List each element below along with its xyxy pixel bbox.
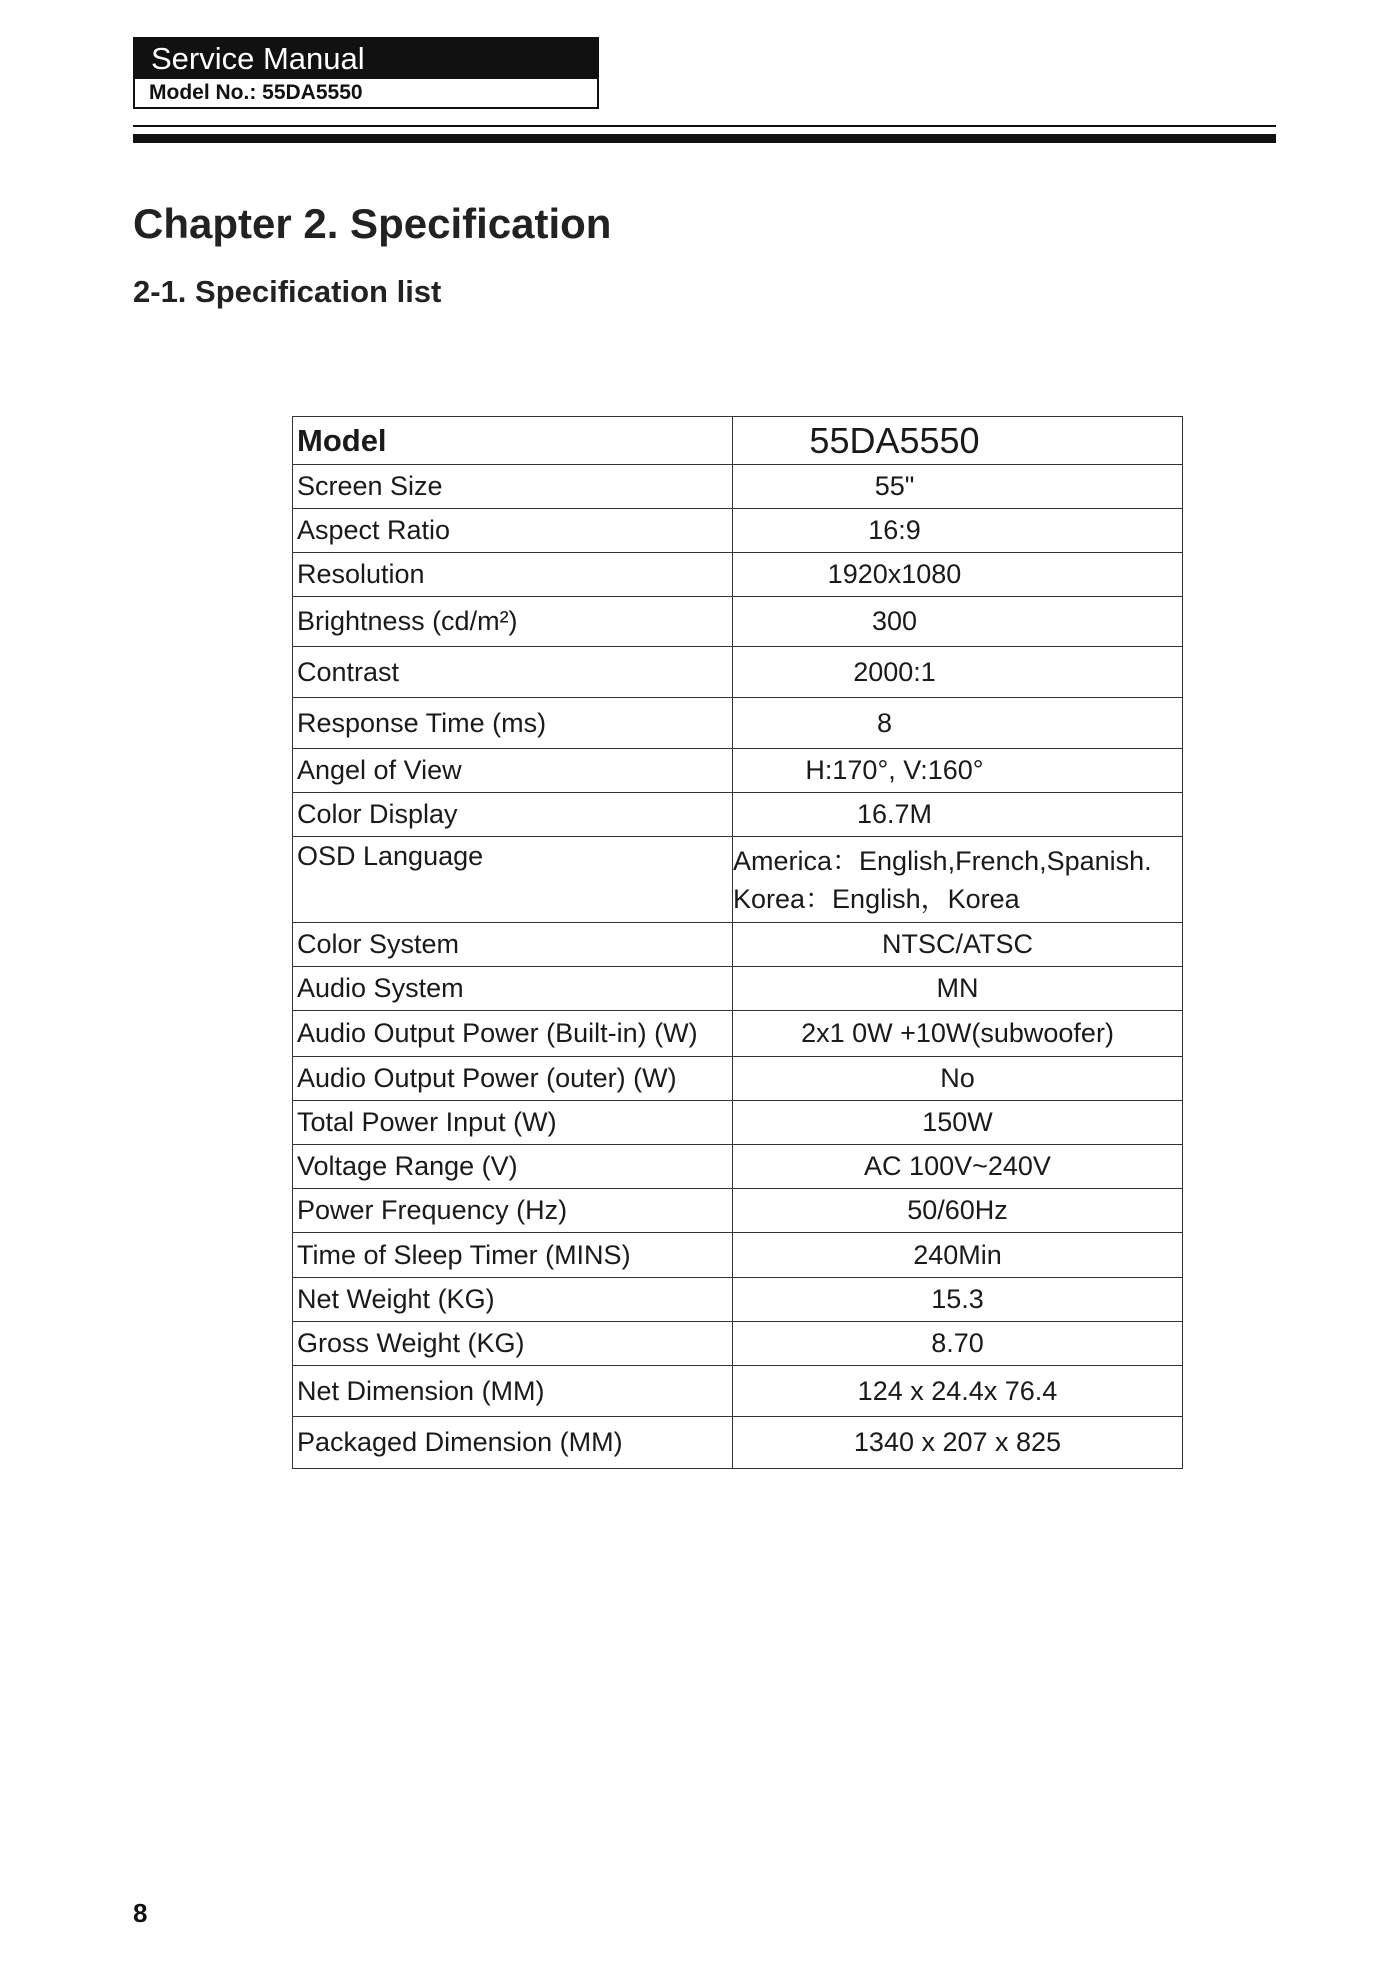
spec-label: Voltage Range (V): [293, 1145, 733, 1189]
spec-label: Contrast: [293, 647, 733, 698]
spec-value: NTSC/ATSC: [733, 923, 1183, 967]
spec-value-line: Korea：English，Korea: [733, 883, 1020, 914]
spec-label: Response Time (ms): [293, 698, 733, 749]
spec-value: H:170°, V:160°: [733, 749, 1183, 793]
spec-value: 300: [733, 597, 1183, 647]
page-number: 8: [133, 1898, 148, 1928]
spec-value: 124 x 24.4x 76.4: [733, 1366, 1183, 1417]
spec-label: Gross Weight (KG): [293, 1322, 733, 1366]
spec-label: Aspect Ratio: [293, 509, 733, 553]
header-box: [133, 37, 599, 109]
spec-label: Angel of View: [293, 749, 733, 793]
spec-row: [293, 1145, 1183, 1189]
spec-value: 16:9: [733, 509, 1183, 553]
spec-row: [293, 1278, 1183, 1322]
spec-row: [293, 1189, 1183, 1233]
header-rule-thin: [133, 125, 1276, 127]
spec-row: [293, 923, 1183, 967]
spec-label: Packaged Dimension (MM): [293, 1417, 733, 1469]
chapter-title: Chapter 2. Specification: [133, 200, 612, 247]
spec-table: [292, 416, 1183, 1469]
spec-value: 16.7M: [733, 793, 1183, 837]
spec-label: Net Dimension (MM): [293, 1366, 733, 1417]
spec-label: Net Weight (KG): [293, 1278, 733, 1322]
spec-row: [293, 465, 1183, 509]
spec-value: 150W: [733, 1101, 1183, 1145]
spec-row: [293, 1366, 1183, 1417]
spec-row: [293, 1322, 1183, 1366]
spec-value: MN: [733, 967, 1183, 1011]
spec-row: [293, 967, 1183, 1011]
section-title: 2-1. Specification list: [133, 274, 442, 309]
spec-value: No: [733, 1057, 1183, 1101]
spec-label: Brightness (cd/m²): [293, 597, 733, 647]
spec-label: Audio Output Power (Built-in) (W): [293, 1011, 733, 1057]
spec-label: Color System: [293, 923, 733, 967]
spec-label: Model: [293, 417, 733, 465]
header-title: Service Manual: [135, 39, 597, 79]
spec-label: Time of Sleep Timer (MINS): [293, 1233, 733, 1278]
spec-value: 15.3: [733, 1278, 1183, 1322]
spec-row: [293, 1101, 1183, 1145]
spec-row: [293, 1057, 1183, 1101]
spec-value: 8.70: [733, 1322, 1183, 1366]
spec-row: [293, 553, 1183, 597]
spec-row: [293, 749, 1183, 793]
spec-value: 2000:1: [733, 647, 1183, 698]
spec-label: OSD Language: [293, 837, 733, 923]
spec-value: 55DA5550: [733, 417, 1183, 465]
header-rule-thick: [133, 134, 1276, 143]
spec-row: [293, 837, 1183, 923]
spec-label: Screen Size: [293, 465, 733, 509]
spec-value: 55": [733, 465, 1183, 509]
spec-value: 1920x1080: [733, 553, 1183, 597]
spec-label: Audio System: [293, 967, 733, 1011]
spec-label: Color Display: [293, 793, 733, 837]
spec-row: [293, 1233, 1183, 1278]
spec-value-line: America：English,French,Spanish.: [733, 845, 1152, 876]
spec-row: [293, 647, 1183, 698]
spec-value-multiline: [733, 837, 1183, 923]
spec-row: [293, 698, 1183, 749]
spec-row: [293, 793, 1183, 837]
spec-row-model: [293, 417, 1183, 465]
spec-label: Resolution: [293, 553, 733, 597]
spec-value: 240Min: [733, 1233, 1183, 1278]
spec-label: Total Power Input (W): [293, 1101, 733, 1145]
spec-row: [293, 1011, 1183, 1057]
spec-row: [293, 597, 1183, 647]
spec-row: [293, 509, 1183, 553]
spec-value: AC 100V~240V: [733, 1145, 1183, 1189]
spec-value: 50/60Hz: [733, 1189, 1183, 1233]
header-model-number: Model No.: 55DA5550: [149, 81, 363, 104]
spec-row: [293, 1417, 1183, 1469]
spec-value: 2x1 0W +10W(subwoofer): [733, 1011, 1183, 1057]
spec-label: Power Frequency (Hz): [293, 1189, 733, 1233]
spec-label: Audio Output Power (outer) (W): [293, 1057, 733, 1101]
spec-value: 8: [733, 698, 1183, 749]
spec-value: 1340 x 207 x 825: [733, 1417, 1183, 1469]
